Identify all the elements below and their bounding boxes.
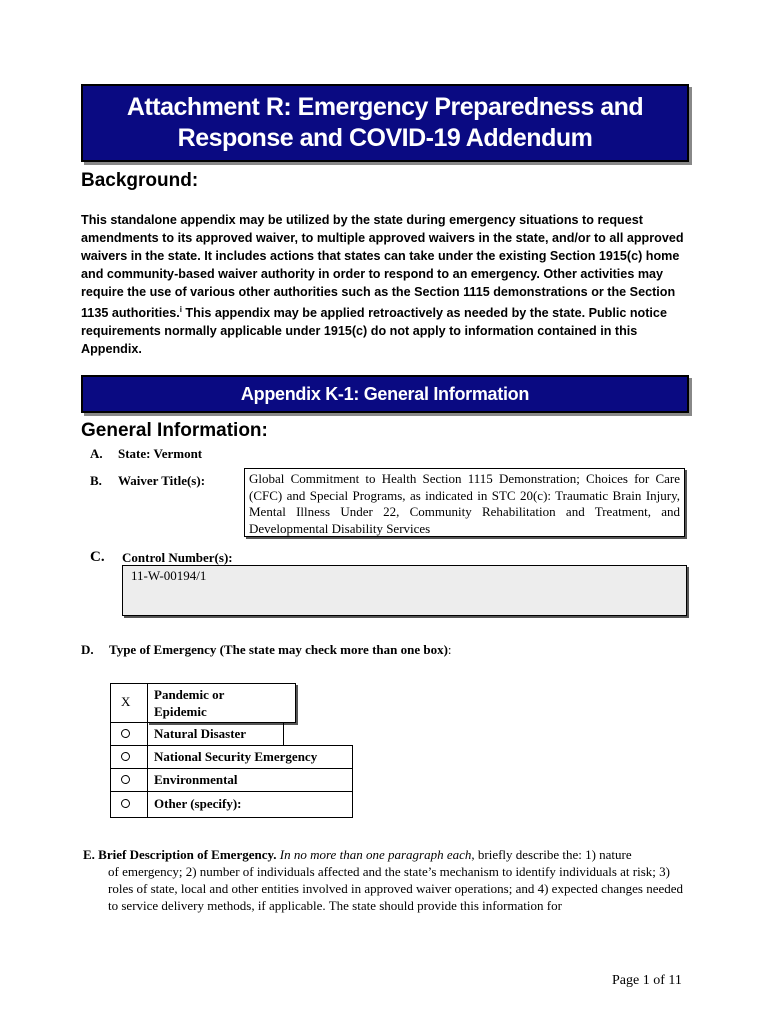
emergency-option-security: National Security Emergency: [147, 745, 353, 769]
section-e-text-rest: of emergency; 2) number of individuals affected and the state’s mechanism to identify individuals at risk; 3) roles of state, local and other entities involved in approved waiver operations; and 4) expected changes needed to service delivery methods, if applicable. The state should provide this information for: [108, 864, 684, 913]
emergency-type-colon: :: [447, 642, 452, 657]
section-e-paragraph: [81, 846, 691, 914]
emergency-checkbox-natural[interactable]: [110, 722, 148, 746]
section-banner: Appendix K-1: General Information: [81, 375, 689, 413]
emergency-letter: D.: [81, 642, 94, 657]
section-e-italic: In no more than one paragraph each: [279, 847, 472, 862]
emergency-checkbox-security[interactable]: [110, 745, 148, 769]
section-e-label: Brief Description of Emergency.: [98, 847, 277, 862]
radio-circle-icon: [121, 775, 130, 784]
control-number-label: Control Number(s):: [122, 550, 233, 565]
section-e-text-first: , briefly describe the: 1) nature: [471, 847, 632, 862]
page-number: Page 1 of 11: [612, 973, 682, 988]
control-letter: C.: [90, 549, 105, 565]
footnote-ref[interactable]: i: [179, 305, 182, 314]
check-mark: X: [121, 694, 131, 709]
background-text-2: This appendix may be applied retroactively as needed by the state. Public notice requirements normally applicable under 1915(c) do not apply to information contained in this Appendix.: [81, 306, 667, 357]
control-number-field[interactable]: 11-W-00194/1: [122, 565, 687, 616]
emergency-option-pandemic-line1: Pandemic or: [154, 687, 225, 702]
emergency-type-text: Type of Emergency (The state may check more than one box): [109, 642, 448, 657]
waiver-letter: B.: [90, 473, 102, 488]
state-label: State: Vermont: [118, 446, 203, 461]
waiver-title-label: Waiver Title(s):: [118, 473, 206, 488]
page-title-line2: Response and COVID-19 Addendum: [177, 124, 593, 152]
emergency-option-environmental: Environmental: [147, 768, 353, 792]
state-letter: A.: [90, 446, 103, 461]
emergency-option-pandemic: [147, 683, 296, 723]
background-text-1: This standalone appendix may be utilized by the state during emergency situations to request amendments to its approved waiver, to multiple approved waivers in the state, and/or to all approved waivers in the state. It includes actions that states can take under the existing Section 1915(c) home and community-based waiver authority in order to respond to an emergency. Other activities may require the use of various other authorities such as the Section 1115 demonstrations or the Section 1135 authorities.: [81, 213, 684, 321]
emergency-checkbox-pandemic[interactable]: [110, 683, 148, 723]
radio-circle-icon: [121, 729, 130, 738]
emergency-option-natural: Natural Disaster: [147, 722, 284, 746]
emergency-option-other: Other (specify):: [147, 791, 353, 818]
radio-circle-icon: [121, 799, 130, 808]
emergency-option-pandemic-line2: Epidemic: [154, 704, 207, 719]
emergency-checkbox-environmental[interactable]: [110, 768, 148, 792]
emergency-type-label: [109, 642, 452, 658]
page-title-line1: Attachment R: Emergency Preparedness and: [126, 93, 644, 121]
waiver-title-field[interactable]: Global Commitment to Health Section 1115 Demonstration; Choices for Care (CFC) and Special Programs, as indicated in STC 20(c): Traumatic Brain Injury, Mental Illness Under 22, Community Rehabilitation and Treatment, and Developmental Disability Services: [244, 468, 685, 537]
section-e-letter: E.: [83, 847, 95, 862]
general-info-heading: General Information:: [81, 420, 268, 441]
background-heading: Background:: [81, 170, 199, 191]
background-paragraph: [81, 211, 691, 358]
emergency-checkbox-other[interactable]: [110, 791, 148, 818]
radio-circle-icon: [121, 752, 130, 761]
page-title-banner: [81, 84, 689, 162]
